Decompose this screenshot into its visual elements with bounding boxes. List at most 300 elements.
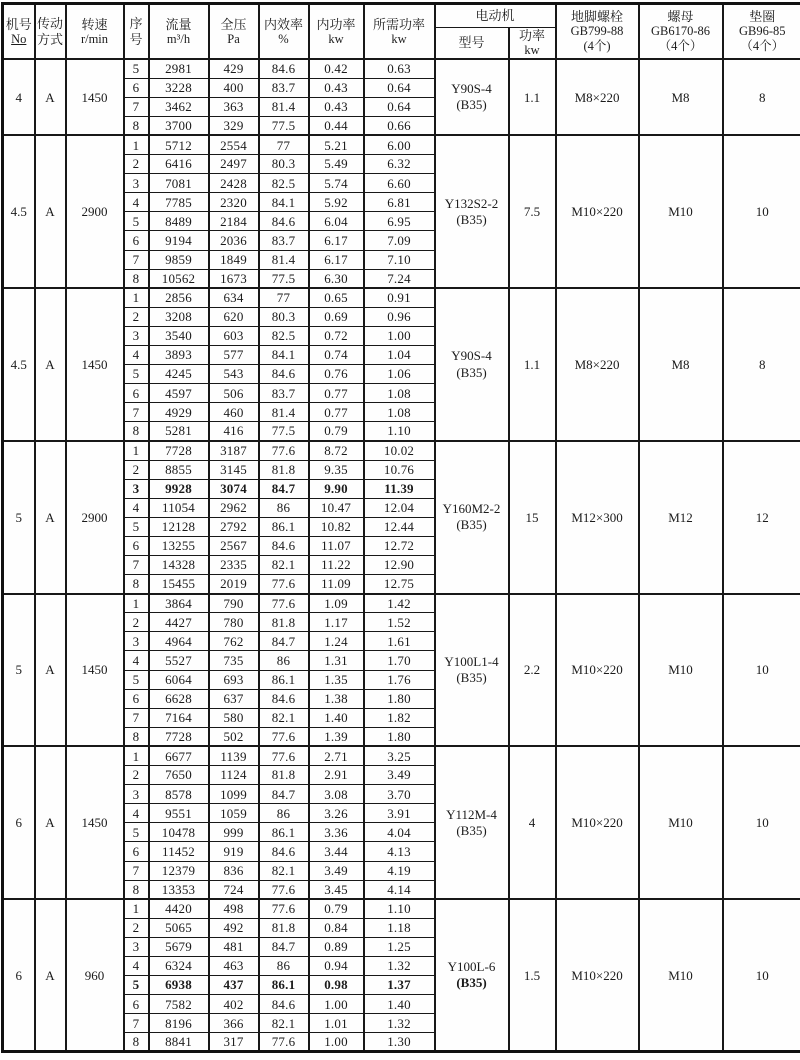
cell-required-power: 4.04 [364,823,435,842]
cell-flow: 7081 [149,174,209,193]
cell-required-power: 1.00 [364,326,435,345]
cell-pressure: 416 [209,422,259,441]
cell-efficiency: 77 [259,135,309,154]
cell-nut: M10 [639,594,723,747]
cell-flow: 3700 [149,116,209,135]
cell-required-power: 1.18 [364,918,435,937]
cell-inner-power: 0.76 [309,365,364,384]
cell-flow: 5527 [149,651,209,670]
header-inner-power [309,4,364,60]
cell-flow: 10562 [149,269,209,288]
cell-efficiency: 81.4 [259,97,309,116]
cell-flow: 13353 [149,880,209,899]
cell-speed: 1450 [66,594,124,747]
data-row [3,441,800,460]
cell-flow: 7164 [149,708,209,727]
cell-anchor-bolt: M8×220 [556,59,639,135]
motor-model-line: Y160M2-2 [442,501,501,517]
cell-required-power: 0.64 [364,97,435,116]
cell-seq: 8 [124,727,149,746]
header-row-1 [3,4,800,28]
cell-required-power: 12.90 [364,556,435,575]
cell-pressure: 3074 [209,479,259,498]
cell-efficiency: 84.6 [259,689,309,708]
fan-spec-table [1,2,800,1053]
cell-required-power: 6.81 [364,193,435,212]
cell-efficiency: 86.1 [259,823,309,842]
cell-required-power: 12.75 [364,575,435,594]
header-nut [639,4,723,60]
cell-flow: 6324 [149,956,209,975]
motor-model-line: Y100L-6 [447,959,496,975]
cell-flow: 3864 [149,594,209,613]
cell-motor-model [435,746,509,899]
cell-nut: M12 [639,441,723,594]
cell-pressure: 429 [209,59,259,78]
cell-seq: 7 [124,97,149,116]
cell-efficiency: 82.1 [259,556,309,575]
cell-pressure: 580 [209,708,259,727]
cell-seq: 3 [124,174,149,193]
cell-inner-power: 0.43 [309,78,364,97]
cell-drive-type: A [35,746,66,899]
cell-flow: 11452 [149,842,209,861]
header-pressure-unit: Pa [227,31,240,46]
cell-flow: 7650 [149,766,209,785]
cell-pressure: 460 [209,403,259,422]
header-washer [723,4,800,60]
cell-flow: 8855 [149,460,209,479]
cell-efficiency: 80.3 [259,155,309,174]
cell-speed: 2900 [66,441,124,594]
cell-inner-power: 6.30 [309,269,364,288]
cell-motor-power: 1.1 [509,288,556,441]
cell-inner-power: 6.17 [309,250,364,269]
cell-efficiency: 81.8 [259,613,309,632]
cell-flow: 6628 [149,689,209,708]
cell-efficiency: 84.7 [259,479,309,498]
cell-efficiency: 77.5 [259,269,309,288]
header-speed-cn: 转速 [81,16,108,32]
cell-seq: 6 [124,78,149,97]
motor-frame-line: (B35) [456,670,487,686]
cell-pressure: 437 [209,976,259,995]
cell-flow: 10478 [149,823,209,842]
cell-motor-model [435,288,509,441]
cell-inner-power: 11.09 [309,575,364,594]
cell-pressure: 762 [209,632,259,651]
cell-flow: 4420 [149,899,209,918]
cell-inner-power: 1.01 [309,1014,364,1033]
cell-machine-no: 4 [3,59,35,135]
cell-flow: 3228 [149,78,209,97]
cell-washer: 10 [723,746,800,899]
cell-anchor-bolt: M10×220 [556,746,639,899]
cell-inner-power: 5.92 [309,193,364,212]
cell-flow: 9928 [149,479,209,498]
cell-required-power: 6.60 [364,174,435,193]
cell-drive-type: A [35,59,66,135]
cell-required-power: 3.91 [364,804,435,823]
cell-inner-power: 3.45 [309,880,364,899]
motor-model-line: Y112M-4 [446,806,497,822]
cell-efficiency: 82.5 [259,326,309,345]
cell-required-power: 1.52 [364,613,435,632]
header-washer-std: GB96-85 [739,24,786,39]
cell-seq: 5 [124,670,149,689]
cell-pressure: 400 [209,78,259,97]
cell-pressure: 363 [209,97,259,116]
cell-seq: 1 [124,746,149,765]
cell-seq: 7 [124,556,149,575]
cell-drive-type: A [35,441,66,594]
header-efficiency-unit: % [278,31,289,46]
header-motor-model: 型号 [435,28,509,60]
motor-model-line: Y100L1-4 [444,653,499,669]
cell-flow: 9551 [149,804,209,823]
header-pressure [209,4,259,60]
cell-drive-type: A [35,288,66,441]
cell-seq: 1 [124,594,149,613]
cell-flow: 9859 [149,250,209,269]
cell-pressure: 366 [209,1014,259,1033]
cell-pressure: 735 [209,651,259,670]
cell-pressure: 603 [209,326,259,345]
cell-motor-power: 2.2 [509,594,556,747]
cell-seq: 6 [124,384,149,403]
motor-model-line: Y132S2-2 [444,195,499,211]
cell-required-power: 1.76 [364,670,435,689]
cell-efficiency: 84.6 [259,365,309,384]
cell-seq: 4 [124,193,149,212]
cell-pressure: 2554 [209,135,259,154]
header-machine-no-en: No [11,31,27,46]
cell-efficiency: 77.6 [259,575,309,594]
header-nut-cn: 螺母 [667,9,694,25]
cell-efficiency: 84.6 [259,212,309,231]
cell-pressure: 724 [209,880,259,899]
cell-flow: 4597 [149,384,209,403]
cell-required-power: 7.09 [364,231,435,250]
cell-flow: 6677 [149,746,209,765]
cell-seq: 7 [124,403,149,422]
cell-pressure: 463 [209,956,259,975]
data-row [3,135,800,154]
cell-machine-no: 6 [3,899,35,1052]
cell-inner-power: 9.90 [309,479,364,498]
cell-required-power: 1.80 [364,689,435,708]
cell-washer: 10 [723,135,800,288]
cell-speed: 1450 [66,746,124,899]
cell-efficiency: 77.6 [259,727,309,746]
cell-inner-power: 0.69 [309,307,364,326]
cell-efficiency: 77.5 [259,116,309,135]
cell-inner-power: 0.79 [309,422,364,441]
cell-anchor-bolt: M12×300 [556,441,639,594]
cell-efficiency: 77.6 [259,880,309,899]
cell-required-power: 10.76 [364,460,435,479]
cell-inner-power: 0.77 [309,403,364,422]
cell-motor-model [435,899,509,1052]
cell-pressure: 836 [209,861,259,880]
cell-pressure: 780 [209,613,259,632]
header-seq-line2: 号 [129,31,143,47]
cell-required-power: 12.44 [364,517,435,536]
cell-flow: 3462 [149,97,209,116]
cell-pressure: 637 [209,689,259,708]
header-drive-line1: 传动 [36,16,63,32]
cell-pressure: 620 [209,307,259,326]
header-flow [149,4,209,60]
cell-efficiency: 84.7 [259,785,309,804]
cell-required-power: 0.66 [364,116,435,135]
cell-flow: 7582 [149,995,209,1014]
cell-required-power: 1.42 [364,594,435,613]
cell-inner-power: 11.22 [309,556,364,575]
cell-flow: 7785 [149,193,209,212]
cell-nut: M8 [639,59,723,135]
motor-frame-line: (B35) [456,97,487,113]
cell-machine-no: 4.5 [3,135,35,288]
cell-required-power: 0.64 [364,78,435,97]
cell-seq: 4 [124,804,149,823]
cell-inner-power: 3.08 [309,785,364,804]
motor-frame-line: (B35) [456,211,487,227]
cell-seq: 6 [124,689,149,708]
cell-required-power: 4.13 [364,842,435,861]
cell-seq: 8 [124,116,149,135]
cell-flow: 3208 [149,307,209,326]
cell-pressure: 1673 [209,269,259,288]
cell-required-power: 3.49 [364,766,435,785]
cell-flow: 7728 [149,441,209,460]
cell-flow: 4929 [149,403,209,422]
cell-pressure: 2962 [209,498,259,517]
cell-pressure: 2184 [209,212,259,231]
cell-flow: 4427 [149,613,209,632]
cell-drive-type: A [35,899,66,1052]
cell-efficiency: 83.7 [259,384,309,403]
cell-inner-power: 1.09 [309,594,364,613]
header-machine-no-cn: 机号 [5,16,32,32]
cell-motor-power: 4 [509,746,556,899]
cell-nut: M8 [639,288,723,441]
cell-flow: 12128 [149,517,209,536]
cell-inner-power: 3.44 [309,842,364,861]
cell-inner-power: 0.89 [309,937,364,956]
cell-seq: 4 [124,651,149,670]
header-drive-type [35,4,66,60]
cell-seq: 8 [124,269,149,288]
motor-frame-line: (B35) [456,517,487,533]
header-anchor-bolt [556,4,639,60]
cell-inner-power: 0.77 [309,384,364,403]
cell-pressure: 634 [209,288,259,307]
cell-pressure: 502 [209,727,259,746]
cell-pressure: 498 [209,899,259,918]
cell-motor-model [435,441,509,594]
cell-flow: 5065 [149,918,209,937]
header-anchor-bolt-qty: (4个) [583,39,611,54]
cell-efficiency: 82.1 [259,1014,309,1033]
cell-pressure: 2019 [209,575,259,594]
cell-pressure: 1124 [209,766,259,785]
cell-flow: 6064 [149,670,209,689]
cell-flow: 15455 [149,575,209,594]
cell-pressure: 2036 [209,231,259,250]
cell-flow: 2856 [149,288,209,307]
cell-inner-power: 1.00 [309,995,364,1014]
header-anchor-bolt-std: GB799-88 [570,24,624,39]
cell-pressure: 1099 [209,785,259,804]
cell-washer: 12 [723,441,800,594]
cell-flow: 6938 [149,976,209,995]
cell-inner-power: 0.84 [309,918,364,937]
cell-seq: 3 [124,479,149,498]
data-row [3,59,800,78]
cell-required-power: 1.10 [364,899,435,918]
cell-required-power: 1.08 [364,403,435,422]
cell-seq: 5 [124,823,149,842]
cell-nut: M10 [639,746,723,899]
cell-flow: 4245 [149,365,209,384]
cell-seq: 8 [124,1033,149,1052]
cell-pressure: 506 [209,384,259,403]
cell-required-power: 11.39 [364,479,435,498]
cell-inner-power: 0.65 [309,288,364,307]
cell-seq: 1 [124,288,149,307]
cell-seq: 7 [124,1014,149,1033]
cell-flow: 8578 [149,785,209,804]
cell-required-power: 6.32 [364,155,435,174]
header-anchor-bolt-cn: 地脚螺栓 [571,9,624,25]
cell-efficiency: 86 [259,956,309,975]
cell-efficiency: 81.8 [259,918,309,937]
cell-inner-power: 1.00 [309,1033,364,1052]
cell-pressure: 790 [209,594,259,613]
header-required-power [364,4,435,60]
cell-motor-power: 1.5 [509,899,556,1052]
cell-flow: 13255 [149,536,209,555]
cell-efficiency: 86 [259,804,309,823]
cell-seq: 4 [124,956,149,975]
cell-efficiency: 81.8 [259,460,309,479]
cell-nut: M10 [639,135,723,288]
cell-efficiency: 83.7 [259,231,309,250]
cell-inner-power: 11.07 [309,536,364,555]
cell-required-power: 1.61 [364,632,435,651]
motor-frame-line: (B35) [456,364,487,380]
cell-flow: 5679 [149,937,209,956]
cell-required-power: 7.10 [364,250,435,269]
cell-pressure: 2335 [209,556,259,575]
cell-efficiency: 77.6 [259,746,309,765]
cell-flow: 2981 [149,59,209,78]
cell-pressure: 1849 [209,250,259,269]
cell-seq: 6 [124,231,149,250]
cell-seq: 5 [124,365,149,384]
cell-flow: 4964 [149,632,209,651]
cell-pressure: 577 [209,345,259,364]
cell-efficiency: 84.1 [259,193,309,212]
header-machine-no [3,4,35,60]
cell-pressure: 481 [209,937,259,956]
header-required-power-cn: 所需功率 [372,16,425,32]
cell-flow: 6416 [149,155,209,174]
cell-required-power: 0.63 [364,59,435,78]
cell-required-power: 3.70 [364,785,435,804]
cell-washer: 8 [723,59,800,135]
cell-motor-power: 15 [509,441,556,594]
cell-seq: 6 [124,842,149,861]
cell-machine-no: 6 [3,746,35,899]
cell-inner-power: 0.42 [309,59,364,78]
cell-washer: 10 [723,594,800,747]
header-inner-power-cn: 内功率 [316,16,356,32]
cell-motor-model [435,135,509,288]
cell-efficiency: 77.6 [259,1033,309,1052]
cell-inner-power: 0.72 [309,326,364,345]
cell-efficiency: 80.3 [259,307,309,326]
cell-efficiency: 86 [259,651,309,670]
cell-seq: 8 [124,880,149,899]
header-drive-line2: 方式 [36,31,63,47]
cell-required-power: 4.14 [364,880,435,899]
cell-seq: 2 [124,918,149,937]
cell-efficiency: 83.7 [259,78,309,97]
cell-required-power: 3.25 [364,746,435,765]
cell-required-power: 1.32 [364,1014,435,1033]
cell-pressure: 999 [209,823,259,842]
cell-inner-power: 5.21 [309,135,364,154]
cell-speed: 1450 [66,59,124,135]
data-row [3,288,800,307]
cell-efficiency: 84.7 [259,937,309,956]
cell-pressure: 3145 [209,460,259,479]
cell-pressure: 2567 [209,536,259,555]
cell-inner-power: 0.79 [309,899,364,918]
cell-seq: 3 [124,326,149,345]
cell-pressure: 543 [209,365,259,384]
cell-flow: 8489 [149,212,209,231]
cell-required-power: 1.06 [364,365,435,384]
cell-required-power: 1.37 [364,976,435,995]
cell-seq: 1 [124,899,149,918]
cell-seq: 2 [124,460,149,479]
header-motor-group: 电动机 [435,4,556,28]
cell-inner-power: 3.49 [309,861,364,880]
cell-flow: 9194 [149,231,209,250]
cell-efficiency: 86.1 [259,517,309,536]
cell-efficiency: 77.6 [259,441,309,460]
cell-flow: 8196 [149,1014,209,1033]
cell-inner-power: 6.17 [309,231,364,250]
cell-pressure: 2497 [209,155,259,174]
cell-required-power: 6.00 [364,135,435,154]
cell-motor-power: 7.5 [509,135,556,288]
cell-inner-power: 10.47 [309,498,364,517]
header-flow-unit: m³/h [166,31,191,46]
cell-inner-power: 5.74 [309,174,364,193]
cell-required-power: 1.10 [364,422,435,441]
cell-flow: 3893 [149,345,209,364]
cell-pressure: 317 [209,1033,259,1052]
cell-required-power: 1.25 [364,937,435,956]
cell-speed: 2900 [66,135,124,288]
cell-seq: 2 [124,155,149,174]
cell-drive-type: A [35,594,66,747]
cell-required-power: 1.32 [364,956,435,975]
